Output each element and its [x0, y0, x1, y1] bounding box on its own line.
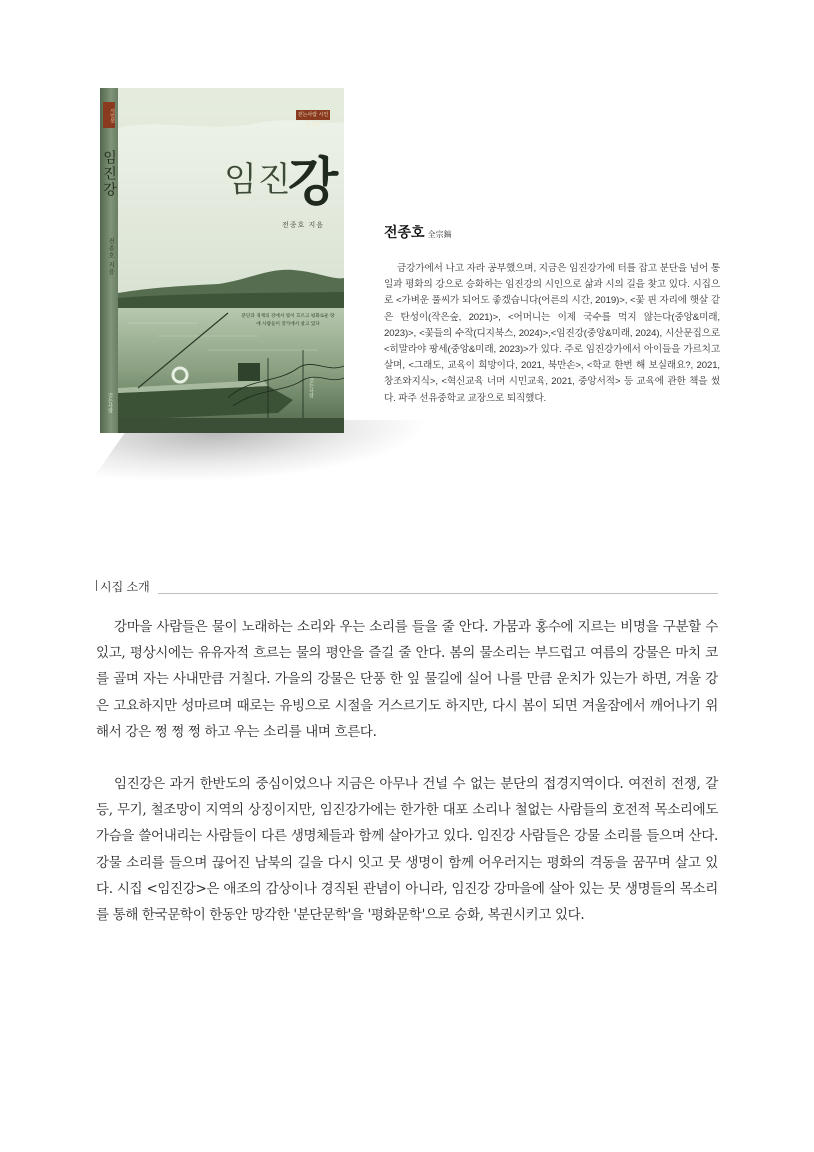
book-introduction: [96, 614, 718, 928]
spine-publisher: 걷는사람: [107, 393, 113, 413]
intro-paragraph: 강마을 사람들은 물이 노래하는 소리와 우는 소리를 들을 줄 안다. 가뭄과 홍수에 지르는 비명을 구분할 수 있고, 평상시에는 유유자적 흐르는 물의 평안을 즐길 줄 안다. 봄의 물소리는 부드럽고 여름의 강물은 마치 코를 골며 자는 사내만큼 거칠다. 가을의 강물은 단풍 한 잎 물길에 실어 나를 만큼 운치가 있는가 하면, 겨울 강은 고요하지만 성마르며 때로는 유빙으로 시절을 거스르기도 하지만, 다시 봄이 되면 겨울잠에서 깨어나기 위해서 강은 쩡 쩡 쩡 하고 우는 소리를 내며 흐른다.: [96, 619, 718, 740]
author-info: [384, 222, 720, 407]
cover-title-part2: 강: [288, 152, 339, 213]
spine-title: 임진강: [101, 150, 117, 198]
series-badge: 걷는사람 시인선 103: [297, 112, 329, 128]
cover-publisher: 걷는사람: [308, 378, 314, 398]
cover-title-part1: 임진: [224, 160, 292, 200]
intro-paragraph: 임진강은 과거 한반도의 중심이었으나 지금은 아무나 건널 수 없는 분단의 접경지역이다. 여전히 전쟁, 갈등, 무기, 철조망이 지역의 상징이지만, 임진강가에는 한가한 대포 소리나 철없는 사람들의 호전적 목소리에도 가슴을 쓸어내리는 사람들이 다른 생명체들과 함께 살아가고 있다. 임진강 사람들은 강물 소리를 들으며 산다. 강물 소리를 들으며 끊어진 남북의 길을 다시 잇고 뭇 생명이 함께 어우러지는 평화의 격동을 꿈꾸며 살고 있다. 시집 <임진강>은 애조의 감상이나 경직된 관념이 아니라, 임진강 강마을에 살아 있는 뭇 생명들의 목소리를 통해 한국문학이 한동안 망각한 '분단문학'을 '평화문학'으로 승화, 복권시키고 있다.: [96, 776, 718, 924]
section-title: 시집 소개: [96, 579, 150, 595]
cover-author: 전종호 지음: [282, 221, 325, 229]
book-front-cover: [118, 88, 344, 433]
author-name: 전종호: [384, 224, 425, 240]
book-spine: [100, 88, 118, 433]
spine-author: 전종호 지음: [107, 238, 114, 276]
section-divider: [158, 593, 718, 594]
author-heading: [384, 222, 720, 242]
author-bio: 금강가에서 나고 자라 공부했으며, 지금은 임진강가에 터를 잡고 분단을 넘어 통일과 평화의 강으로 승화하는 임진강의 시인으로 삶과 시의 길을 찾고 있다. 시집으로 <가벼운 풀씨가 되어도 좋겠습니다(어른의 시간, 2019)>, <꽃 핀 자리에 햇살 같은 탄성이(작은숲, 2021)>, <어머니는 이제 국수를 먹지 않는다(중앙&미래, 2023)>, <꽃들의 수작(디지북스, 2024)>,<임진강(중앙&미래, 2024), 시산문집으로 <히말라야 팡세(중앙&미래, 2023)>가 있다. 주로 임진강가에서 아이들을 가르치고 살며, <그래도, 교육이 희망이다, 2021, 북만손>, <학교 한번 해 보실래요?, 2021, 창조와지식>, <혁신교육 너머 시민교육, 2021, 중앙서적> 등 교육에 관한 책을 썼다. 파주 선유중학교 교장으로 퇴직했다.: [384, 263, 720, 404]
spine-series-badge: 시인선: [103, 102, 115, 128]
cover-blurb: 분단과 경계의 강에서 빛이 흐르고 평화로운 땅에 사람들이 강가에서 살고 있다: [241, 314, 335, 327]
section-header: [96, 579, 718, 597]
author-hanja: 全宗鎬: [427, 230, 452, 239]
book-cover-image: [100, 88, 344, 433]
